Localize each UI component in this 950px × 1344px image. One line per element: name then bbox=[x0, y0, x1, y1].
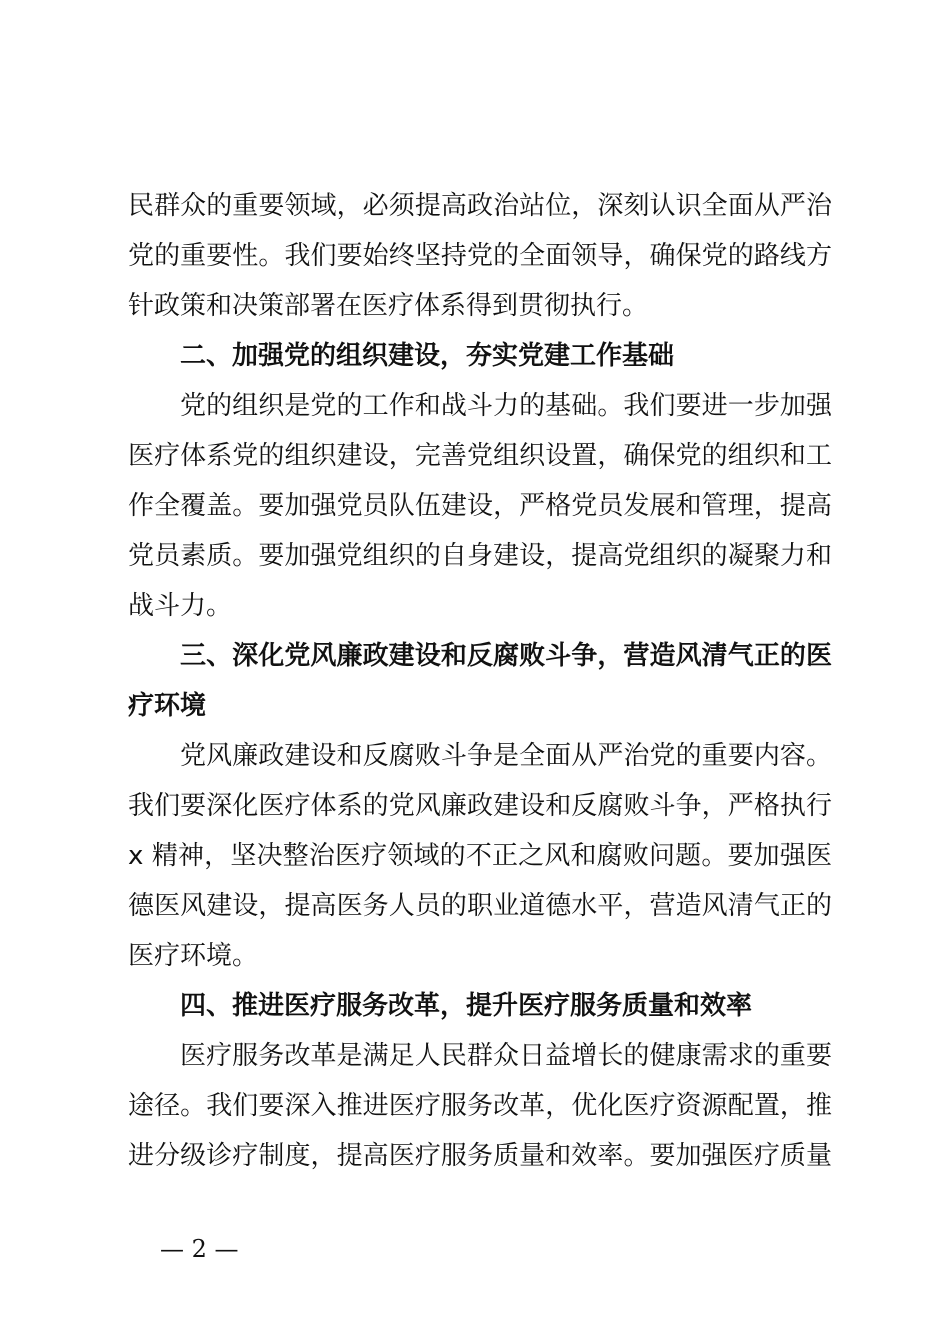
section-heading-3: 三、深化党风廉政建设和反腐败斗争，营造风清气正的医 bbox=[180, 641, 832, 671]
document-body bbox=[128, 181, 832, 1181]
body-line: 医疗体系党的组织建设，完善党组织设置，确保党的组织和工 bbox=[128, 441, 832, 471]
body-line: 民群众的重要领域，必须提高政治站位，深刻认识全面从严治 bbox=[128, 191, 832, 221]
body-line: x 精神，坚决整治医疗领域的不正之风和腐败问题。要加强医 bbox=[128, 841, 832, 871]
body-line: 我们要深化医疗体系的党风廉政建设和反腐败斗争，严格执行 bbox=[128, 791, 832, 821]
body-line: 医疗环境。 bbox=[128, 941, 259, 971]
body-line: 战斗力。 bbox=[128, 591, 233, 621]
section-heading-3-continued: 疗环境 bbox=[128, 691, 207, 721]
body-line: 进分级诊疗制度，提高医疗服务质量和效率。要加强医疗质量 bbox=[128, 1141, 832, 1171]
body-line: 党的组织是党的工作和战斗力的基础。我们要进一步加强 bbox=[180, 391, 832, 421]
page-number: — 2 — bbox=[160, 1235, 239, 1263]
section-heading-2: 二、加强党的组织建设，夯实党建工作基础 bbox=[180, 341, 675, 371]
body-line: 党的重要性。我们要始终坚持党的全面领导，确保党的路线方 bbox=[128, 241, 832, 271]
body-line: 党风廉政建设和反腐败斗争是全面从严治党的重要内容。 bbox=[180, 741, 832, 771]
body-line: 党员素质。要加强党组织的自身建设，提高党组织的凝聚力和 bbox=[128, 541, 832, 571]
body-line: 德医风建设，提高医务人员的职业道德水平，营造风清气正的 bbox=[128, 891, 832, 921]
body-line: 途径。我们要深入推进医疗服务改革，优化医疗资源配置，推 bbox=[128, 1091, 832, 1121]
body-line: 针政策和决策部署在医疗体系得到贯彻执行。 bbox=[128, 291, 649, 321]
body-line: 作全覆盖。要加强党员队伍建设，严格党员发展和管理，提高 bbox=[128, 491, 832, 521]
section-heading-4: 四、推进医疗服务改革，提升医疗服务质量和效率 bbox=[180, 991, 753, 1021]
body-line: 医疗服务改革是满足人民群众日益增长的健康需求的重要 bbox=[180, 1041, 832, 1071]
